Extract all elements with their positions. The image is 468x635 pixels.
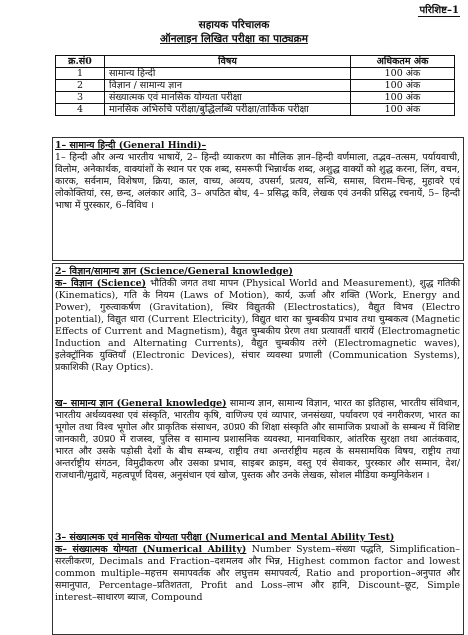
row-serial: 3 (56, 92, 105, 104)
general-knowledge-body: सामान्य ज्ञान, सामान्य विज्ञान, भारत का इतिहास, भारतीय संविधान, भारतीय अर्थव्यवस्था एवं संस्कृति, भारतीय कृषि, वाणिज्य एवं व्यापार, जनसंख्या, पर्यावरण एवं नगरीकरण, भारत का भूगोल तथा विश्व भूगोल और प्राकृतिक संसाधन, उ0प्र0 की शिक्षा संस्कृति और सामाजिक प्रथाओं के सम्बन्ध में विशिष्ट जानकारी, उ0प्र0 में राजस्व, पुलिस व सामान्य प्रशासनिक व्यवस्था, मानवाधिकार, आंतरिक सुरक्षा तथा आतंकवाद, भारत और उसके पड़ोसी देशों के बीच सम्बन्ध, राष्ट्रीय तथा अन्तर्राष्ट्रीय महत्व के समसामयिक विषय, राष्ट्रीय तथा अन्तर्राष्ट्रीय संगठन, विमुद्रीकरण और उसका प्रभाव, साइबर क्राइम, वस्तु एवं सेवाकर, पुरस्कार और सम्मान, देश/राजधानी/मुद्रायें, महत्वपूर्ण दिवस, अनुसंधान एवं खोज, पुस्तक और उनके लेखक, सोशल मीडिया कम्युनिकेशन । (55, 398, 460, 481)
row-marks: 100 अंक (351, 68, 455, 80)
page-subtitle: ऑनलाइन लिखित परीक्षा का पाठ्यक्रम (159, 33, 309, 45)
science-heading: क– विज्ञान (Science) (55, 278, 147, 289)
row-marks: 100 अंक (351, 104, 455, 116)
section-3-heading: 3– संख्यात्मक एवं मानसिक योग्यता परीक्षा (Numerical and Mental Ability Test) (55, 532, 395, 543)
row-subject: सामान्य हिन्दी (105, 68, 351, 80)
numerical-ability-heading: क– संख्यात्मक योग्यता (Numerical Ability) (55, 544, 247, 555)
row-serial: 2 (56, 80, 105, 92)
header-max-marks: अधिकतम अंक (351, 56, 455, 68)
table-row (56, 80, 455, 92)
page-title: सहायक परिचालक (198, 19, 270, 31)
numerical-ability-body: Number System–संख्या पद्धति, Simplification–सरलीकरण, Decimals and Fraction–दशमलव और भिन्न, Highest common factor and lowest common multiple–महत्तम समापवर्तक और लघुत्तम समापवर्त्य, Ratio and proportion–अनुपात और समानुपात, Percentage–प्रतिशतता, Profit and Loss–लाभ और हानि, Discount–छूट, Simple interest–साधारण ब्याज, Compound (55, 544, 460, 603)
row-serial: 1 (56, 68, 105, 80)
row-marks: 100 अंक (351, 80, 455, 92)
table-header-row (56, 56, 455, 68)
section-2-heading: 2– विज्ञान/सामान्य ज्ञान (Science/General knowledge) (55, 266, 293, 277)
row-subject: संख्यात्मक एवं मानसिक योग्यता परीक्षा (105, 92, 351, 104)
appendix-label: परिशिष्ट–1 (418, 2, 460, 17)
section-3 (55, 532, 460, 604)
row-marks: 100 अंक (351, 92, 455, 104)
general-knowledge-heading: ख– सामान्य ज्ञान (General knowledge) (55, 398, 227, 409)
table-row (56, 104, 455, 116)
table-row (56, 68, 455, 80)
section-2 (55, 266, 460, 374)
row-subject: मानसिक अभिरुचि परीक्षा/बुद्धिलब्धि परीक्षा/तार्किक परीक्षा (105, 104, 351, 116)
section-2b (55, 398, 460, 482)
section-1-heading: 1– सामान्य हिन्दी (General Hindi)– (55, 140, 207, 151)
section-1 (55, 140, 460, 212)
header-subject: विषय (105, 56, 351, 68)
syllabus-table (55, 55, 455, 116)
row-serial: 4 (56, 104, 105, 116)
science-body: भौतिकी जगत तथा मापन (Physical World and Measurement), शुद्ध गतिकी (Kinematics), गति के नियम (Laws of Motion), कार्य, ऊर्जा और शक्ति (Work, Energy and Power), गुरुत्वाकर्षण (Gravitation), स्थिर विद्युतकी (Electrostatics), वैद्युत विभव (Electro potential), विद्युत धारा (Current Electricity), विद्युत धारा का चुम्बकीय प्रभाव तथा चुम्बकत्व (Magnetic Effects of Current and Magnetism), वैद्युत चुम्बकीय प्रेरण तथा प्रत्यावर्ती धारायें (Electromagnetic Induction and Alternating Currents), वैद्युत चुम्बकीय तरंगे (Electromagnetic waves), इलेक्ट्रॉनिक युक्तियाँ (Electronic Devices), संचार व्यवस्था प्रणाली (Communication Systems), प्रकाशिकी (Ray Optics). (55, 278, 461, 373)
table-row (56, 92, 455, 104)
header-serial: क्र.सं0 (56, 56, 105, 68)
row-subject: विज्ञान / सामान्य ज्ञान (105, 80, 351, 92)
section-1-body: 1– हिन्दी और अन्य भारतीय भाषायें, 2– हिन्दी व्याकरण का मौलिक ज्ञान–हिन्दी वर्णमाला, तद्भव–तत्सम, पर्यायवाची, विलोम, अनेकार्थक, वाक्यांशों के स्थान पर एक शब्द, समरूपी भिन्नार्थक शब्द, अशुद्ध वाक्यों को शुद्ध करना, लिंग, वचन, कारक, सर्वनाम, विशेषण, क्रिया, काल, वाच्य, अव्यय, उपसर्ग, प्रत्यय, सन्धि, समास, विराम–चिन्ह, मुहावरे एवं लोकोक्तियां, रस, छन्द, अलंकार आदि, 3– अपठित बोध, 4– प्रसिद्ध कवि, लेखक एवं उनकी प्रसिद्ध रचनायें, 5– हिन्दी भाषा में पुरस्कार, 6–विविध । (55, 152, 460, 211)
